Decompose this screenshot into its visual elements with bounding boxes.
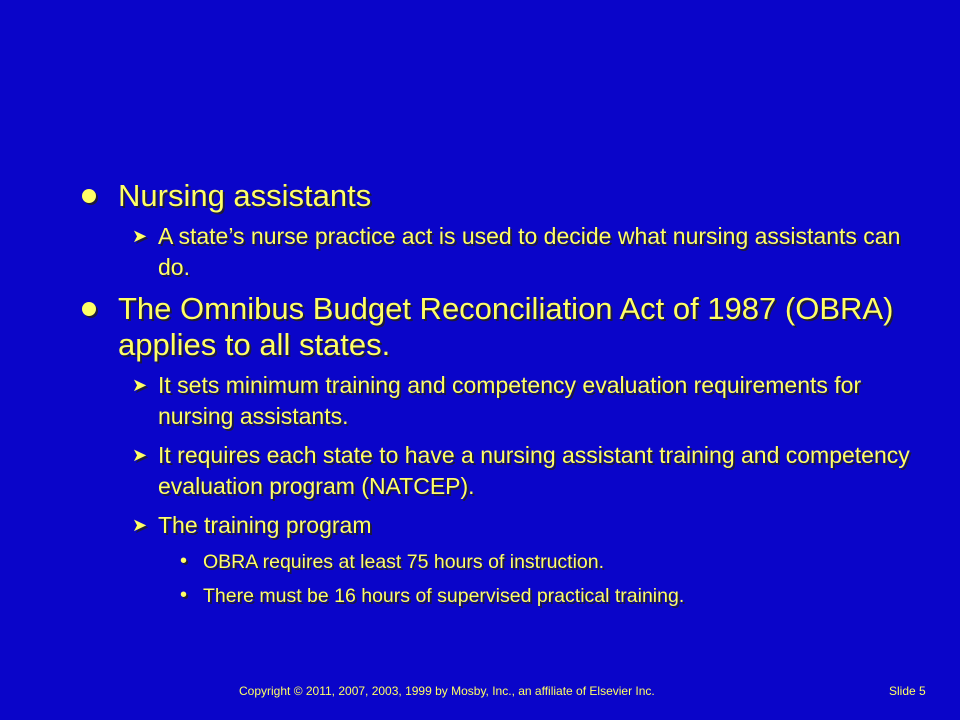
copyright-text: Copyright © 2011, 2007, 2003, 1999 by Mosby, Inc., an affiliate of Elsevier Inc. [239, 684, 655, 698]
arrowhead-bullet-icon: ➤ [132, 515, 148, 535]
circle-bullet-icon [82, 302, 96, 316]
bullet-item-nursing-assistants [80, 178, 910, 214]
subbullet-item-natcep [80, 440, 910, 502]
subsubbullet-item-16-hours [80, 583, 910, 609]
subsubbullet-text: OBRA requires at least 75 hours of instruction. [203, 551, 605, 573]
arrowhead-bullet-icon: ➤ [132, 375, 148, 395]
subbullet-item-minimum-training [80, 370, 910, 432]
subbullet-item-nurse-practice-act [80, 221, 910, 283]
subbullet-text: It requires each state to have a nursing assistant training and competency evaluation program (NATCEP). [158, 442, 910, 499]
subsubbullet-item-75-hours [80, 549, 910, 575]
bullet-text: The Omnibus Budget Reconciliation Act of 1987 (OBRA) applies to all states. [118, 291, 894, 362]
bullet-item-obra [80, 291, 910, 363]
dot-bullet-icon: • [180, 550, 188, 572]
bullet-list [80, 178, 910, 617]
circle-bullet-icon [82, 189, 96, 203]
arrowhead-bullet-icon: ➤ [132, 445, 148, 465]
subbullet-item-training-program [80, 510, 910, 541]
subbullet-text: A state’s nurse practice act is used to decide what nursing assistants can do. [158, 223, 901, 280]
subsubbullet-text: There must be 16 hours of supervised practical training. [203, 585, 685, 607]
dot-bullet-icon: • [180, 584, 188, 606]
bullet-text: Nursing assistants [118, 178, 372, 213]
slide-number: Slide 5 [889, 684, 926, 698]
slide-footer [0, 684, 960, 704]
subbullet-text: The training program [158, 512, 372, 538]
arrowhead-bullet-icon: ➤ [132, 226, 148, 246]
subbullet-text: It sets minimum training and competency evaluation requirements for nursing assistants. [158, 372, 862, 429]
